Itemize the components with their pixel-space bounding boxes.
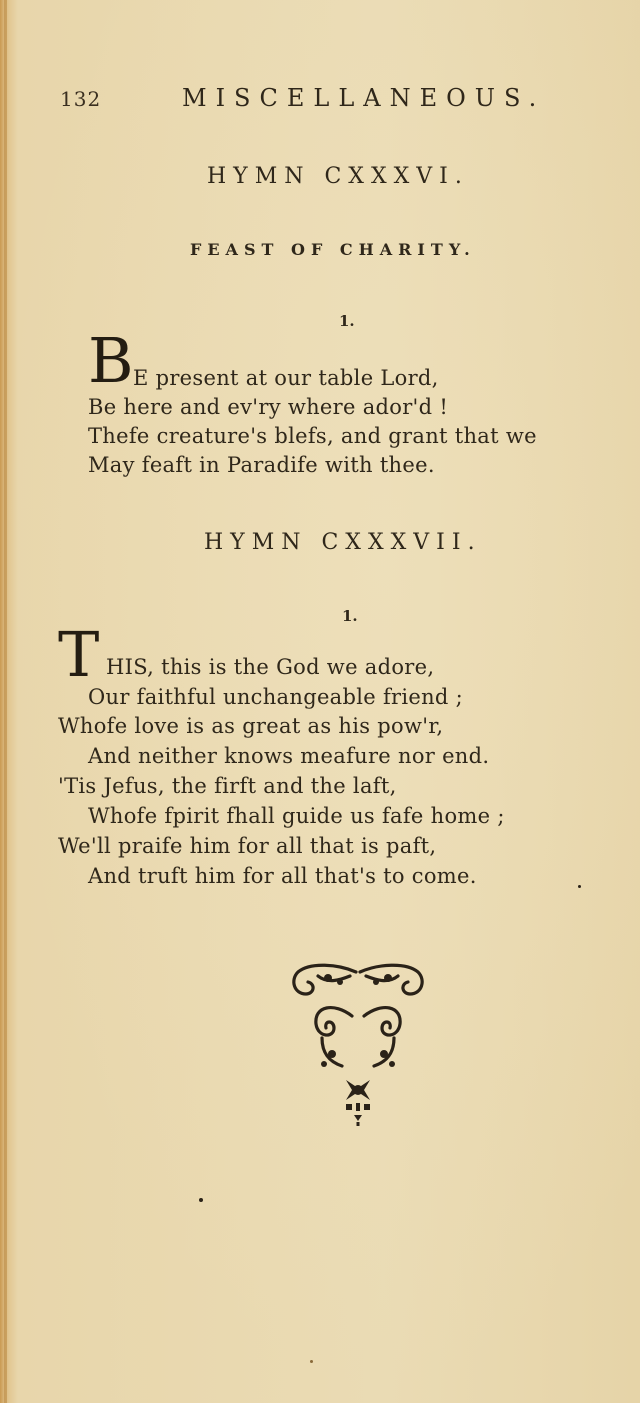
- page-number: 132: [60, 87, 102, 111]
- verse-line: And neither knows meafure nor end.: [88, 744, 490, 768]
- hymn-subtitle: FEAST OF CHARITY.: [190, 240, 476, 259]
- verse-line: Whofe love is as great as his pow'r,: [58, 714, 444, 738]
- verse-line: And truft him for all that's to come.: [88, 864, 477, 888]
- floral-tailpiece-icon: [288, 958, 428, 1128]
- paper-speck: [310, 1360, 313, 1363]
- paper-speck: [199, 1198, 203, 1202]
- verse-line: Thefe creature's blefs, and grant that we: [88, 424, 537, 448]
- verse-number: 1.: [342, 607, 358, 625]
- running-head: MISCELLANEOUS.: [182, 84, 546, 112]
- verse-line: Our faithful unchangeable friend ;: [88, 685, 464, 709]
- verse-line: May feaft in Paradife with thee.: [88, 453, 435, 477]
- hymn-title: HYMN CXXXVII.: [204, 530, 482, 555]
- verse-line: Whofe fpirit fhall guide us fafe home ;: [88, 804, 505, 828]
- drop-cap: B: [88, 324, 134, 397]
- verse-number: 1.: [339, 312, 355, 330]
- verse-line: 'Tis Jefus, the firft and the laft,: [58, 774, 397, 798]
- hymn-title: HYMN CXXXVI.: [207, 164, 469, 189]
- paper-speck: [578, 885, 581, 888]
- verse-line: Be here and ev'ry where ador'd !: [88, 395, 449, 419]
- gutter-edge: [4, 0, 7, 1403]
- drop-cap: T: [58, 618, 100, 691]
- verse-line: HIS, this is the God we adore,: [106, 655, 435, 679]
- verse-line: E present at our table Lord,: [133, 366, 439, 390]
- verse-line: We'll praife him for all that is paft,: [58, 834, 437, 858]
